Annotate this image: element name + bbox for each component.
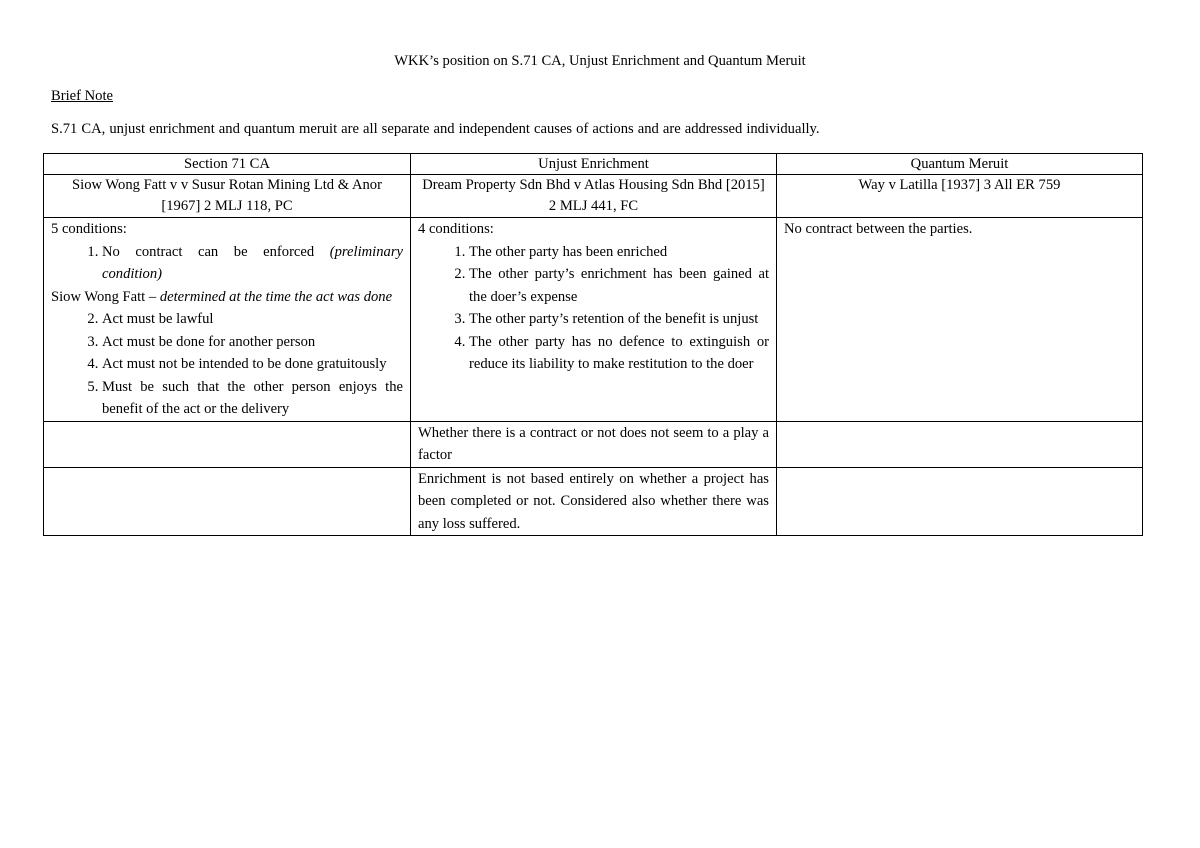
s71-note [51,286,403,309]
s71-condition-4: 4. Act must not be intended to be done gratuitously [102,353,403,376]
empty-cell-quantum-enrichment [777,467,1143,536]
s71-intro: 5 conditions: [51,221,127,237]
unjust-enrichment-note: Enrichment is not based entirely on whether a project has been completed or not. Considered also whether there was any loss suffered. [411,467,777,536]
header-row [44,154,1143,175]
empty-cell-quantum-contract [777,421,1143,467]
conditions-row [44,218,1143,422]
s71-condition-2: 2. Act must be lawful [102,308,403,331]
case-quantum-meruit: Way v Latilla [1937] 3 All ER 759 [777,175,1143,218]
document-title: WKK’s position on S.71 CA, Unjust Enrichment and Quantum Meruit [394,53,806,69]
s71-condition-list-first [51,241,403,286]
header-section-71: Section 71 CA [44,154,411,175]
empty-cell-s71-contract [44,421,411,467]
contract-note-row [44,421,1143,467]
unjust-condition-1: 1. The other party has been enriched [469,241,769,264]
header-quantum-meruit: Quantum Meruit [777,154,1143,175]
case-row [44,175,1143,218]
s71-condition-1 [102,241,403,286]
case-unjust-enrichment: Dream Property Sdn Bhd v Atlas Housing Sdn Bhd [2015] 2 MLJ 441, FC [411,175,777,218]
empty-cell-s71-enrichment [44,467,411,536]
case-section-71: Siow Wong Fatt v v Susur Rotan Mining Ltd & Anor [1967] 2 MLJ 118, PC [44,175,411,218]
unjust-condition-3: 3. The other party’s retention of the benefit is unjust [469,308,769,331]
s71-note-prefix: Siow Wong Fatt – [51,288,160,305]
unjust-intro: 4 conditions: [418,221,494,237]
header-unjust-enrichment: Unjust Enrichment [411,154,777,175]
s71-condition-5: 5. Must be such that the other person enjoys the benefit of the act or the delivery [102,376,403,421]
enrichment-note-row [44,467,1143,536]
s71-conditions-cell [44,218,411,422]
comparison-table [43,153,1143,536]
s71-condition-3: 3. Act must be done for another person [102,331,403,354]
s71-condition-list-rest [51,308,403,421]
quantum-conditions-cell [777,218,1143,422]
unjust-conditions-cell [411,218,777,422]
s71-note-italic: determined at the time the act was done [159,288,393,305]
brief-note-text: S.71 CA, unjust enrichment and quantum meruit are all separate and independent causes of actions and are addressed individually. [51,121,820,137]
unjust-condition-list [418,241,769,376]
brief-note-heading: Brief Note [51,88,114,104]
quantum-condition: No contract between the parties. [784,221,973,237]
unjust-condition-2: 2. The other party’s enrichment has been gained at the doer’s expense [469,263,769,308]
unjust-condition-4: 4. The other party has no defence to extinguish or reduce its liability to make restitution to the doer [469,331,769,376]
unjust-contract-note: Whether there is a contract or not does not seem to a play a factor [411,421,777,467]
s71-condition-1-italic: (preliminary condition) [102,243,403,282]
s71-condition-1-text: No contract can be enforced [102,243,330,260]
